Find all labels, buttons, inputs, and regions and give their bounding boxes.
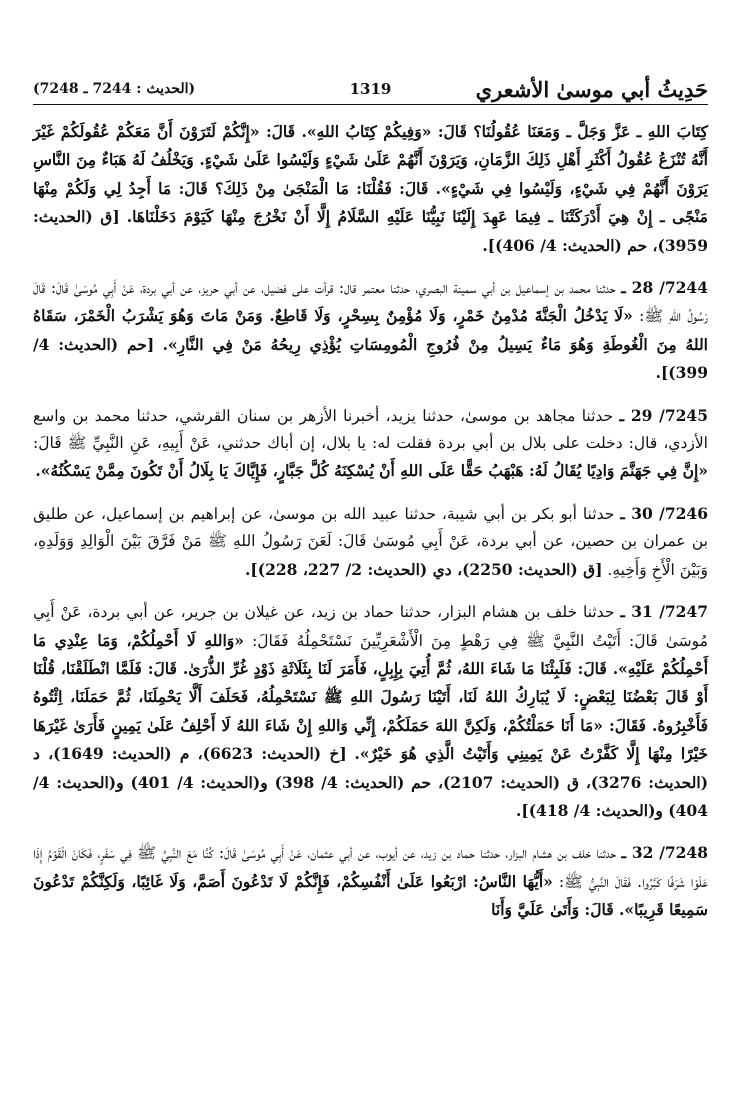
hadith-number: 7246/ 30 ـ — [620, 503, 708, 523]
hadith-number: 7248/ 32 ـ — [621, 843, 708, 863]
hadith-reference: [حم (الحديث: 4/ 399)]. — [33, 334, 708, 383]
page-number: 1319 — [349, 80, 392, 98]
hadith-text: «أَيُّهَا النَّاسُ: ارْبَعُوا عَلَىٰ أَنْفُسِكُمْ، فَإِنَّكُمْ لَا تَدْعُونَ أَصَمَّ، وَلَا غَائِبًا، وَلَكِنَّكُمْ تَدْعُونَ سَمِيعًا قَرِيبًا». قَالَ: وَأَتَىٰ عَلَيَّ وَأَنَا — [33, 871, 708, 920]
hadith-text: «لَا يَدْخُلُ الْجَنَّةَ مُدْمِنُ خَمْرٍ، وَلَا مُؤْمِنٌ بِسِحْرٍ، وَلَا قَاطِعٌ. وَمَنْ مَاتَ وَهُوَ يَشْرَبُ الْخَمْرَ، سَقَاهُ اللهُ مِنَ الْغُوطَةِ وَهُوَ مَاءٌ يَسِيلُ مِنْ فُرُوجِ الْمُومِسَاتِ يُؤْذِي رِيحُهُ مَنْ فِي النَّارِ». — [33, 306, 708, 354]
hadith-text: «وَاللهِ لَا أَحْمِلُكُمْ، وَمَا عِنْدِي مَا أَحْمِلُكُمْ عَلَيْهِ». قَالَ: فَلَبِثْنَا مَا شَاءَ اللهُ، ثُمَّ أُتِيَ بِإِبِلٍ، فَأَمَرَ لَنَا بِثَلَاثَةِ ذَوْدٍ غُرِّ الذُّرَىٰ. قَالَ: فَلَمَّا انْطَلَقْنَا، قُلْنَا أَوْ قَالَ بَعْضُنَا لِبَعْضٍ: لَا يُبَارِكُ اللهُ لَنَا، أَتَيْنَا رَسُولَ اللهِ ﷺ نَسْتَحْمِلُهُ، فَحَلَفَ أَلَّا يَحْمِلَنَا، ثُمَّ حَمَلَنَا، اِئْتُوهُ فَأَخْبِرُوهُ. فَقَالَ: «مَا أَنَا حَمَلْتُكُمْ، وَلَكِنَّ اللهَ حَمَلَكُمْ، إِنِّي وَاللهِ إِنْ شَاءَ اللهُ لَا أَحْلِفُ عَلَىٰ يَمِينٍ فَأَرَىٰ غَيْرَهَا خَيْرًا مِنْهَا إِلَّا كَفَّرْتُ عَنْ يَمِينِي وَأَتَيْتُ الَّذِي هُوَ خَيْرٌ». — [33, 630, 708, 764]
hadith-7245 — [33, 402, 708, 486]
hadith-text: كِتَابَ اللهِ ـ عَزَّ وَجَلَّ ـ وَمَعَنَا عُقُولُنَا؟ قَالَ: «وَفِيكُمْ كِتَابُ اللهِ». قَالَ: «إِنَّكُمْ لَتَرَوْنَ أَنَّ مَعَكُمْ عُقُولَكُمْ غَيْرَ أَنَّهُ تُنْزَعُ عُقُولُ أَكْثَرِ أَهْلِ ذَلِكَ الزَّمَانِ، وَيَرَوْنَ أَنَّهُمْ عَلَىٰ شَيْءٍ وَلَيْسُوا عَلَىٰ شَيْءٍ. وَيَخْلُفُ لَهُ هَبَاءٌ مِنَ النَّاسِ يَرَوْنَ أَنَّهُمْ فِي شَيْءٍ، وَلَيْسُوا فِي شَيْءٍ». قَالَ: فَقُلْنَا: مَا الْمَنْجَىٰ مِنْ ذَلِكَ؟ قَالَ: مَا أَجِدُ لِي وَلَكُمْ مِنْهَا مَنْجًى ـ إِنْ هِيَ أَدْرَكَتْنَا ـ فِيمَا عَهِدَ إِلَيْنَا نَبِيُّنَا عَلَيْهِ السَّلَامُ إِلَّا أَنْ نَخْرُجَ مِنْهَا كَيَوْمَ دَخَلْنَاهَا. — [33, 122, 708, 227]
hadith-number: 7245/ 29 ـ — [619, 405, 708, 425]
hadith-number: 7244/ 28 ـ — [621, 278, 708, 298]
hadith-chain: حدثنا مجاهد بن موسىٰ، حدثنا يزيد، أخبرنا الأزهر بن سنان القرشي، حدثنا محمد بن واسع الأزدي، قال: دخلت على بلال بن أبي بردة فقلت له: يا بلال، إن أباك حدثني، عَنْ أَبِيهِ، عَنِ النَّبِيِّ ﷺ قَالَ: — [33, 406, 708, 453]
hadith-text: لَعَنَ رَسُولُ اللهِ ﷺ مَنْ فَرَّقَ بَيْنَ الْوَالِدِ وَوَلَدِهِ، وَبَيْنَ الْأَخِ وَأَخِيهِ. — [33, 532, 708, 579]
hadith-7247 — [33, 598, 708, 825]
hadith-7244 — [33, 274, 708, 388]
hadith-chain: حدثنا أبو بكر بن أبي شيبة، حدثنا عبيد الله بن موسىٰ، عن إبراهيم بن إسماعيل، عن طليق بن عمران بن حصين، عن أبي بردة، عَنْ أَبِي مُوسَىٰ قَالَ: — [33, 504, 708, 551]
hadith-text: «إِنَّ فِي جَهَنَّمَ وَادِيًا يُقَالُ لَهُ: هَبْهَبُ حَقًّا عَلَى اللهِ أَنْ يُسْكِنَهُ كُلَّ جَبَّارٍ، فَإِيَّاكَ يَا بِلَالُ أَنْ تَكُونَ مِمَّنْ يَسْكُنُهُ». — [35, 461, 708, 481]
page-content — [33, 118, 708, 925]
chapter-title: حَدِيثُ أبي موسىٰ الأشعري — [475, 76, 708, 102]
hadith-chain: حدثنا خلف بن هشام البزار، حدثنا حماد بن زيد، عن أيوب، عن أبي عثمان، عَنْ أَبِي مُوسَىٰ قَالَ: كُنَّا مَعَ النَّبِيِّ ﷺ فِي سَفَرٍ، فَكَانَ الْقَوْمُ إِذَا عَلَوْا شَرَفًا كَبَّرُوا. فَقَالَ النَّبِيُّ ﷺ: — [33, 844, 708, 891]
hadith-number: 7247/ 31 ـ — [620, 602, 709, 622]
hadith-range: (الحديث : 7244 ـ 7248) — [33, 81, 196, 97]
hadith-reference: [خ (الحديث: 6623)، م (الحديث: 1649)، د (الحديث: 3276)، ق (الحديث: 2107)، حم (الحديث: 4/ 398) و(الحديث: 4/ 401) و(الحديث: 4/ 404) و(الحديث: 4/ 418)]. — [33, 744, 709, 820]
hadith-chain: حدثنا محمد بن إسماعيل بن أبي سمينة البصري، حدثنا معتمر قال: قرأت على فضيل، عن أبي حريز، عن أبي بردة، عَنْ أَبِي مُوسَىٰ قَالَ: قَالَ رَسُولُ اللهِ ﷺ: — [33, 279, 708, 326]
hadith-7248 — [33, 839, 708, 924]
hadith-continuation — [33, 118, 708, 260]
hadith-reference: [ق (الحديث: 3959)، حم (الحديث: 4/ 406)]. — [33, 207, 708, 255]
page-header — [33, 74, 708, 105]
hadith-7246 — [33, 500, 708, 584]
hadith-chain: حدثنا خلف بن هشام البزار، حدثنا حماد بن زيد، عن غيلان بن جرير، عن أبي بردة، عَنْ أَبِي مُوسَىٰ قَالَ: أَتَيْتُ النَّبِيَّ ﷺ فِي رَهْطٍ مِنَ الْأَشْعَرِيِّينَ نَسْتَحْمِلُهُ فَقَالَ: — [33, 603, 708, 650]
hadith-reference: [ق (الحديث: 2250)، دي (الحديث: 2/ 227، 228)]. — [245, 559, 603, 579]
